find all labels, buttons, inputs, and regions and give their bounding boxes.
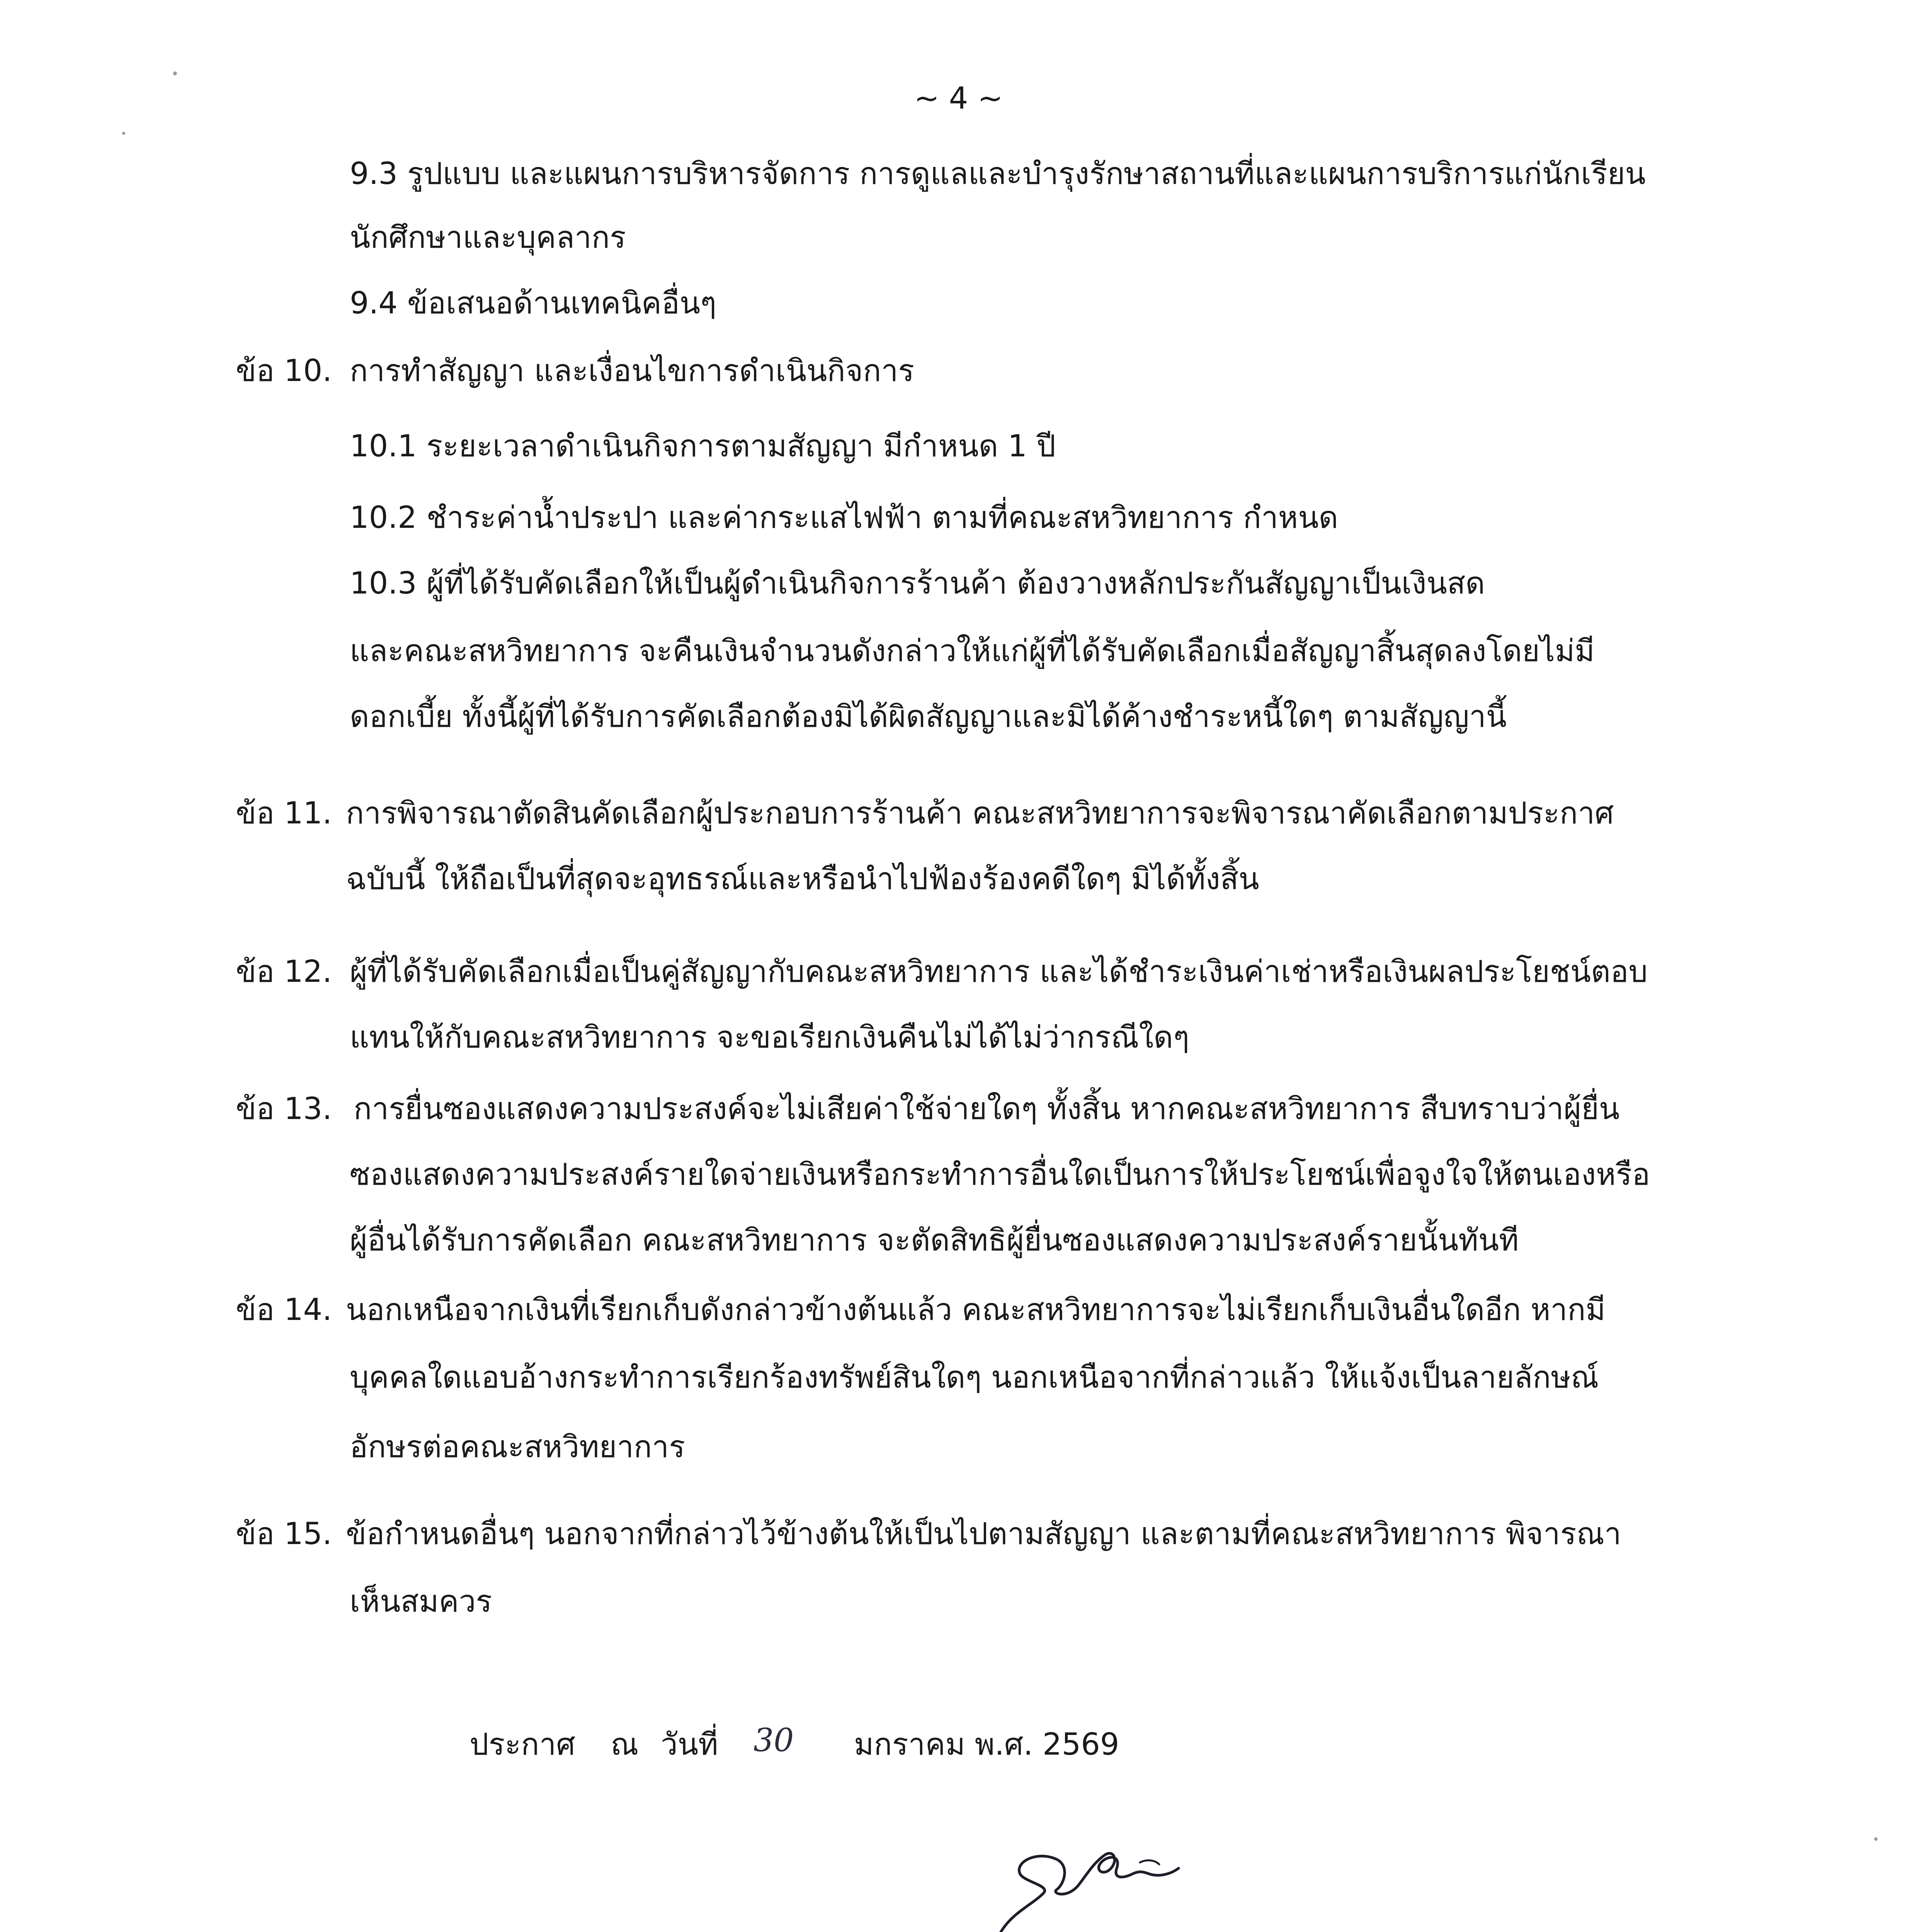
clause-10-3-line-2: และคณะสหวิทยาการ จะคืนเงินจำนวนดังกล่าวให้แก่ผู้ที่ได้รับคัดเลือกเมื่อสัญญาสิ้นสุดลงโดยไม่มี <box>350 634 1595 668</box>
announcement-day-label: วันที่ <box>661 1727 718 1762</box>
scan-speck <box>122 132 125 135</box>
clause-9-4: 9.4 ข้อเสนอด้านเทคนิคอื่นๆ <box>350 286 717 321</box>
clause-10-number: ข้อ 10. <box>236 354 332 388</box>
handwritten-day: 30 <box>754 1722 794 1759</box>
clause-9-3-line-1: 9.3 รูปแบบ และแผนการบริหารจัดการ การดูแลและบำรุงรักษาสถานที่และแผนการบริการแก่นักเรียน <box>350 156 1646 191</box>
signature <box>978 1816 1194 1932</box>
clause-13-number: ข้อ 13. <box>236 1092 332 1126</box>
clause-10-3-line-1: 10.3 ผู้ที่ได้รับคัดเลือกให้เป็นผู้ดำเนินกิจการร้านค้า ต้องวางหลักประกันสัญญาเป็นเงินสด <box>350 566 1485 601</box>
clause-14-line-1: นอกเหนือจากเงินที่เรียกเก็บดังกล่าวข้างต้นแล้ว คณะสหวิทยาการจะไม่เรียกเก็บเงินอื่นใดอีก หากมี <box>346 1293 1606 1327</box>
scan-speck <box>173 71 177 75</box>
clause-14-line-3: อักษรต่อคณะสหวิทยาการ <box>350 1430 685 1464</box>
clause-11-line-1: การพิจารณาตัดสินคัดเลือกผู้ประกอบการร้านค้า คณะสหวิทยาการจะพิจารณาคัดเลือกตามประกาศ <box>346 796 1614 831</box>
clause-10-title: การทำสัญญา และเงื่อนไขการดำเนินกิจการ <box>350 354 915 388</box>
scan-speck <box>1874 1837 1878 1841</box>
page-number: ~ 4 ~ <box>914 81 1003 116</box>
clause-14-line-2: บุคคลใดแอบอ้างกระทำการเรียกร้องทรัพย์สินใดๆ นอกเหนือจากที่กล่าวแล้ว ให้แจ้งเป็นลายลักษณ์ <box>350 1360 1599 1395</box>
clause-10-3-line-3: ดอกเบี้ย ทั้งนี้ผู้ที่ได้รับการคัดเลือกต้องมิได้ผิดสัญญาและมิได้ค้างชำระหนี้ใดๆ ตามสัญญานี้ <box>350 699 1507 734</box>
clause-12-line-2: แทนให้กับคณะสหวิทยาการ จะขอเรียกเงินคืนไม่ได้ไม่ว่ากรณีใดๆ <box>350 1020 1189 1055</box>
clause-12-line-1: ผู้ที่ได้รับคัดเลือกเมื่อเป็นคู่สัญญากับคณะสหวิทยาการ และได้ชำระเงินค่าเช่าหรือเงินผลประโยชน์ตอบ <box>350 954 1648 989</box>
clause-9-3-line-2: นักศึกษาและบุคลากร <box>350 220 626 255</box>
clause-11-number: ข้อ 11. <box>236 796 332 831</box>
clause-13-line-3: ผู้อื่นได้รับการคัดเลือก คณะสหวิทยาการ จะตัดสิทธิผู้ยื่นซองแสดงความประสงค์รายนั้นทันที <box>350 1223 1519 1258</box>
clause-13-line-1: การยื่นซองแสดงความประสงค์จะไม่เสียค่าใช้จ่ายใดๆ ทั้งสิ้น หากคณะสหวิทยาการ สืบทราบว่าผู้ยื่น <box>354 1092 1620 1126</box>
announcement-label: ประกาศ <box>469 1727 575 1762</box>
clause-12-number: ข้อ 12. <box>236 954 332 989</box>
announcement-month-year: มกราคม พ.ศ. 2569 <box>854 1727 1119 1762</box>
clause-15-number: ข้อ 15. <box>236 1517 332 1551</box>
clause-14-number: ข้อ 14. <box>236 1293 332 1327</box>
clause-10-2: 10.2 ชำระค่าน้ำประปา และค่ากระแสไฟฟ้า ตามที่คณะสหวิทยาการ กำหนด <box>350 500 1339 535</box>
announcement-at: ณ <box>611 1727 639 1762</box>
clause-11-line-2: ฉบับนี้ ให้ถือเป็นที่สุดจะอุทธรณ์และหรือนำไปฟ้องร้องคดีใดๆ มิได้ทั้งสิ้น <box>346 862 1259 896</box>
clause-13-line-2: ซองแสดงความประสงค์รายใดจ่ายเงินหรือกระทำการอื่นใดเป็นการให้ประโยชน์เพื่อจูงใจให้ตนเองหรือ <box>350 1157 1650 1192</box>
clause-15-line-2: เห็นสมควร <box>350 1584 492 1619</box>
clause-10-1: 10.1 ระยะเวลาดำเนินกิจการตามสัญญา มีกำหนด 1 ปี <box>350 429 1056 464</box>
clause-15-line-1: ข้อกำหนดอื่นๆ นอกจากที่กล่าวไว้ข้างต้นให้เป็นไปตามสัญญา และตามที่คณะสหวิทยาการ พิจารณา <box>346 1517 1621 1551</box>
